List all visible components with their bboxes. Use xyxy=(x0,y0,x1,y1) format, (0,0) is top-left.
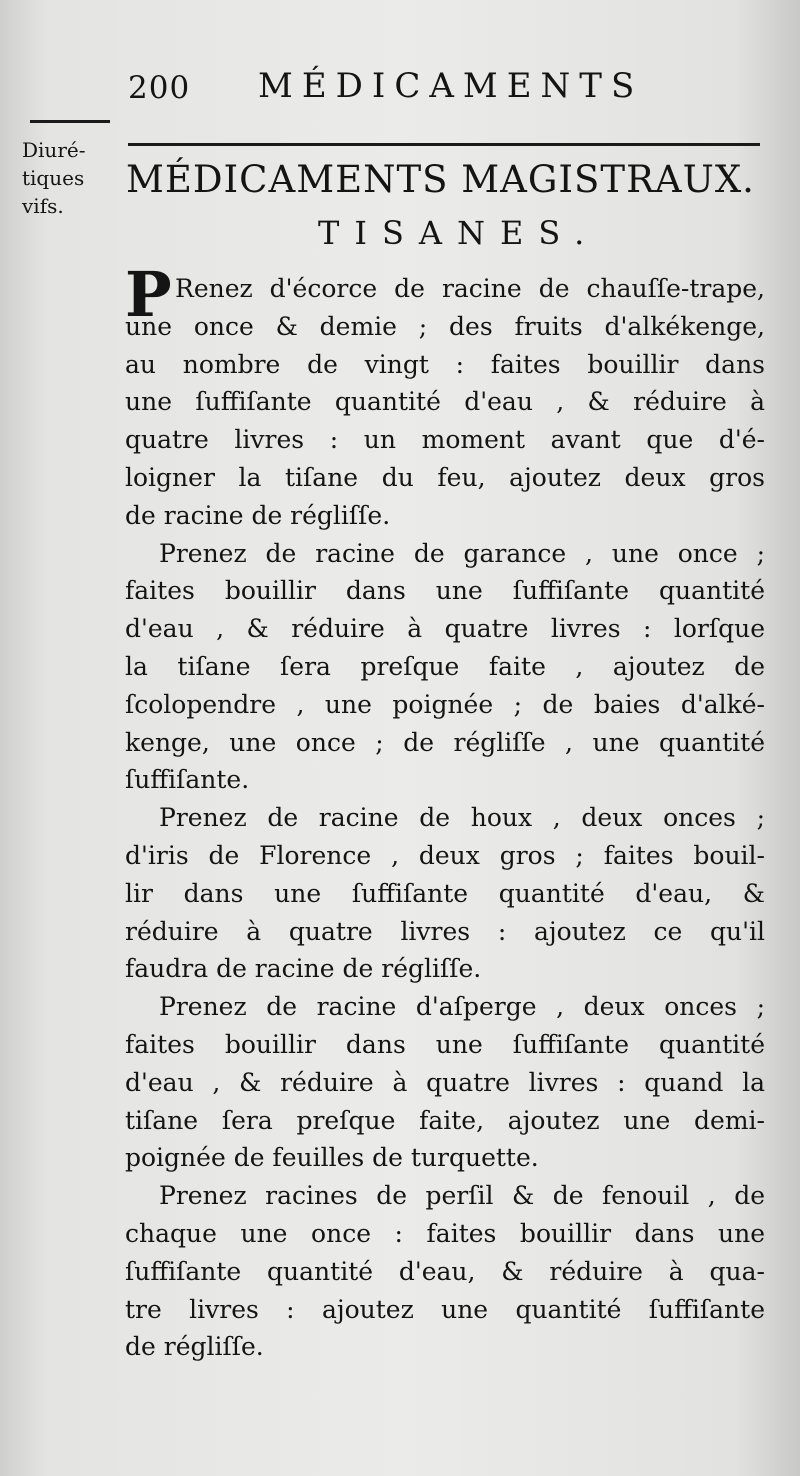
text-line: loigner la tiſane du feu, ajoutez deux gros xyxy=(125,462,765,492)
section-title: MÉDICAMENTS MAGISTRAUX. xyxy=(126,158,755,201)
text-line: chaque une once : faites bouillir dans une xyxy=(125,1218,765,1248)
text-line: d'iris de Florence , deux gros ; faites bouil- xyxy=(125,840,765,870)
text-line: de racine de régliſſe. xyxy=(125,500,391,530)
text-line: réduire à quatre livres : ajoutez ce qu'il xyxy=(125,916,765,946)
text-line: ſuffiſante. xyxy=(125,765,250,795)
text-line: la tiſane ſera preſque faite , ajoutez de xyxy=(125,651,765,681)
text-line: Prenez racines de perſil & de fenouil , de xyxy=(159,1181,765,1211)
text-line: Prenez de racine de houx , deux onces ; xyxy=(159,803,765,833)
subsection-title: TISANES. xyxy=(318,214,600,252)
text-line: au nombre de vingt : faites bouillir dans xyxy=(125,349,765,379)
text-line: kenge, une once ; de régliſſe , une quantité xyxy=(125,727,765,757)
text-line: tre livres : ajoutez une quantité ſuffiſante xyxy=(125,1294,765,1324)
text-line: quatre livres : un moment avant que d'é- xyxy=(125,425,765,455)
text-line: ſuffiſante quantité d'eau, & réduire à qua- xyxy=(125,1256,765,1286)
running-head: MÉDICAMENTS xyxy=(258,66,644,106)
text-line: poignée de feuilles de turquette. xyxy=(125,1143,539,1173)
drop-cap: P xyxy=(125,258,172,331)
text-line: d'eau , & réduire à quatre livres : quand la xyxy=(125,1067,765,1097)
text-line: lir dans une ſuffiſante quantité d'eau, & xyxy=(125,878,765,908)
margin-note: Diuré- tiques vifs. xyxy=(22,138,86,218)
text-line: une once & demie ; des fruits d'alkékenge, xyxy=(125,311,765,341)
page-number: 200 xyxy=(128,70,191,106)
header-rule xyxy=(128,143,760,146)
text-line: faites bouillir dans une ſuffiſante quantité xyxy=(125,1029,765,1059)
text-line: faudra de racine de régliſſe. xyxy=(125,954,482,984)
text-line: ſcolopendre , une poignée ; de baies d'alké- xyxy=(125,689,765,719)
text-line: une ſuffiſante quantité d'eau , & réduire à xyxy=(125,387,765,417)
text-line: de régliſſe. xyxy=(125,1332,264,1362)
body-text xyxy=(125,258,765,1366)
text-line: tiſane ſera preſque faite, ajoutez une demi- xyxy=(125,1105,765,1135)
text-line: faites bouillir dans une ſuffiſante quantité xyxy=(125,576,765,606)
text-line: Prenez de racine d'aſperge , deux onces ; xyxy=(159,992,765,1022)
text-line-content: Renez d'écorce de racine de chauſſe-trape, xyxy=(175,274,765,303)
margin-rule xyxy=(30,120,110,123)
text-line: d'eau , & réduire à quatre livres : lorſque xyxy=(125,614,765,644)
text-line: Prenez de racine de garance , une once ; xyxy=(159,538,765,568)
